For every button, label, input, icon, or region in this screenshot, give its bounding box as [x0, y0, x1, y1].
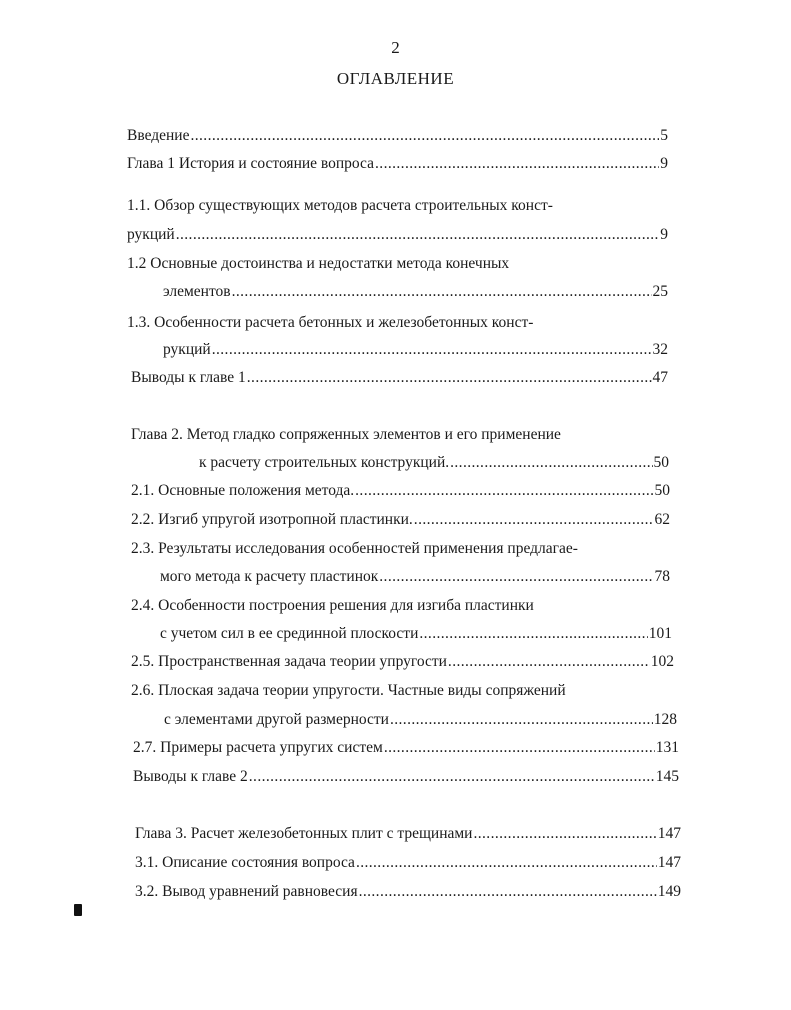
page-title: ОГЛАВЛЕНИЕ	[336, 69, 455, 88]
toc-leader-dots	[190, 126, 659, 146]
toc-leader-dots	[355, 481, 653, 501]
toc-entry-1-1	[127, 225, 668, 245]
toc-entry-2-6	[164, 710, 677, 730]
toc-entry-text: с учетом сил в ее срединной плоскости	[160, 625, 419, 642]
toc-entry-page: 131	[655, 739, 679, 756]
toc-entry-text: элементов	[163, 283, 231, 300]
toc-entry-2-5	[131, 652, 674, 672]
toc-entry-text: Глава 1 История и состояние вопроса	[127, 155, 375, 172]
toc-entry-text: мого метода к расчету пластинок	[160, 568, 379, 585]
toc-leader-dots	[359, 882, 657, 902]
toc-entry-text: к расчету строительных конструкций.	[199, 454, 450, 471]
toc-entry-text: с элементами другой размерности	[164, 711, 389, 728]
toc-entry-1-3	[163, 340, 668, 360]
toc-entry-page: 47	[652, 369, 668, 386]
toc-leader-dots	[232, 282, 652, 302]
toc-entry-page: 128	[653, 711, 677, 728]
toc-entry-page: 25	[652, 283, 668, 300]
toc-leader-dots	[176, 225, 660, 245]
toc-entry-chapter-2	[199, 453, 669, 473]
toc-entry-page: 102	[650, 653, 674, 670]
toc-entry-chapter-1	[127, 154, 668, 174]
toc-entry-text: Выводы к главе 1	[131, 369, 246, 386]
toc-entry-text: Выводы к главе 2	[133, 768, 248, 785]
toc-entry-page: 9	[660, 226, 668, 243]
toc-leader-dots	[247, 368, 652, 388]
toc-entry-3-1	[135, 853, 681, 873]
toc-entry-page: 145	[655, 768, 679, 785]
toc-leader-dots	[448, 652, 650, 672]
toc-entry-1-1-line1: 1.1. Обзор существующих методов расчета строительных конст-	[127, 197, 553, 214]
toc-entry-page: 147	[657, 854, 681, 871]
toc-leader-dots	[384, 738, 655, 758]
toc-entry-text: 2.7. Примеры расчета упругих систем	[133, 739, 383, 756]
toc-leader-dots	[419, 624, 647, 644]
toc-leader-dots	[473, 824, 656, 844]
toc-entry-text: 3.1. Описание состояния вопроса	[135, 854, 355, 871]
toc-entry-page: 149	[657, 883, 681, 900]
toc-entry-text: 2.2. Изгиб упругой изотропной пластинки.	[131, 511, 413, 528]
toc-entry-2-4-line1: 2.4. Особенности построения решения для изгиба пластинки	[131, 597, 534, 614]
toc-entry-text: 2.5. Пространственная задача теории упругости	[131, 653, 447, 670]
toc-entry-1-2-line1: 1.2 Основные достоинства и недостатки метода конечных	[127, 255, 510, 272]
toc-leader-dots	[356, 853, 657, 873]
toc-entry-page: 101	[648, 625, 672, 642]
scan-artifact-mark	[74, 904, 82, 916]
toc-leader-dots	[379, 567, 653, 587]
toc-leader-dots	[390, 710, 653, 730]
toc-leader-dots	[249, 767, 655, 787]
toc-leader-dots	[212, 340, 652, 360]
toc-entry-page: 9	[660, 155, 668, 172]
toc-entry-page: 62	[654, 511, 670, 528]
toc-entry-1-2	[163, 282, 668, 302]
toc-entry-text: 3.2. Вывод уравнений равновесия	[135, 883, 358, 900]
toc-entry-page: 50	[653, 454, 669, 471]
toc-entry-2-2	[131, 510, 670, 530]
toc-entry-text: Введение	[127, 127, 190, 144]
toc-entry-2-6-line1: 2.6. Плоская задача теории упругости. Частные виды сопряжений	[131, 682, 566, 699]
toc-entry-text: Глава 3. Расчет железобетонных плит с трещинами	[135, 825, 473, 842]
toc-entry-page: 50	[654, 482, 670, 499]
toc-entry-conclusions-1	[131, 368, 668, 388]
toc-entry-conclusions-2	[133, 767, 679, 787]
toc-leader-dots	[450, 453, 652, 473]
toc-entry-2-4	[160, 624, 672, 644]
toc-entry-page: 78	[654, 568, 670, 585]
toc-entry-intro	[127, 126, 668, 146]
toc-entry-chapter-3	[135, 824, 681, 844]
toc-entry-text: 2.1. Основные положения метода.	[131, 482, 355, 499]
toc-entry-text: рукций	[127, 226, 175, 243]
toc-entry-2-3-line1: 2.3. Результаты исследования особенностей применения предлагае-	[131, 540, 578, 557]
toc-entry-page: 5	[660, 127, 668, 144]
page-number: 2	[391, 38, 400, 57]
toc-entry-page: 32	[652, 341, 668, 358]
toc-entry-2-7	[133, 738, 679, 758]
toc-entry-chapter-2-line1: Глава 2. Метод гладко сопряженных элементов и его применение	[131, 426, 561, 443]
toc-leader-dots	[375, 154, 659, 174]
toc-leader-dots	[414, 510, 654, 530]
toc-entry-page: 147	[657, 825, 681, 842]
toc-entry-text: рукций	[163, 341, 211, 358]
toc-entry-3-2	[135, 882, 681, 902]
toc-entry-1-3-line1: 1.3. Особенности расчета бетонных и железобетонных конст-	[127, 314, 534, 331]
toc-entry-2-3	[160, 567, 670, 587]
toc-entry-2-1	[131, 481, 670, 501]
